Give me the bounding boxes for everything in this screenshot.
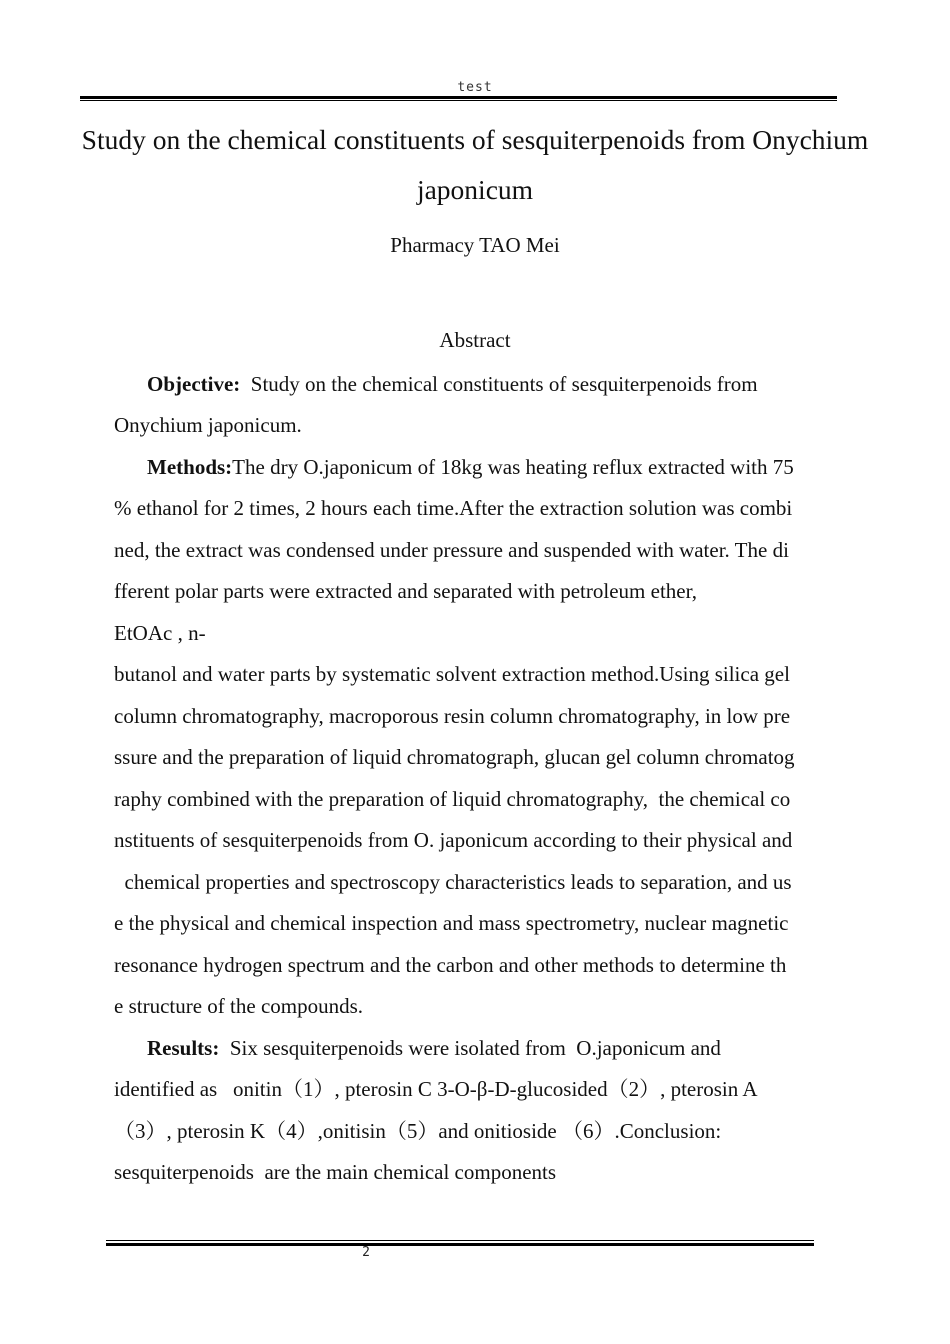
footer-rule-thin xyxy=(106,1240,814,1241)
abstract-heading: Abstract xyxy=(439,328,511,352)
methods-line: raphy combined with the preparation of liquid chromatography, the chemical co xyxy=(114,787,791,811)
objective-text: Study on the chemical constituents of sesquiterpenoids from xyxy=(240,372,758,396)
results-line: （3）, pterosin K（4）,onitisin（5）and onitioside （6）.Conclusion: xyxy=(114,1119,722,1143)
methods-line: column chromatography, macroporous resin column chromatography, in low pre xyxy=(114,704,791,728)
methods-line: ned, the extract was condensed under pressure and suspended with water. The di xyxy=(114,538,789,562)
methods-line xyxy=(147,453,794,481)
page-number: 2 xyxy=(362,1245,370,1260)
objective-label: Objective: xyxy=(147,372,241,396)
methods-line: resonance hydrogen spectrum and the carbon and other methods to determine th xyxy=(114,953,787,977)
results-line: sesquiterpenoids are the main chemical components xyxy=(114,1160,557,1184)
results-text: Six sesquiterpenoids were isolated from O.japonicum and xyxy=(219,1036,721,1060)
methods-line: fferent polar parts were extracted and separated with petroleum ether, xyxy=(114,579,697,603)
methods-line: EtOAc , n- xyxy=(114,621,206,645)
footer-rule-thick xyxy=(106,1243,814,1246)
objective-line xyxy=(147,370,758,398)
author-line: Pharmacy TAO Mei xyxy=(390,233,560,257)
results-label: Results: xyxy=(147,1036,220,1060)
results-line: identified as onitin（1）, pterosin C 3-O-β-D-glucosided（2）, pterosin A xyxy=(114,1077,758,1101)
methods-text: The dry O.japonicum of 18kg was heating reflux extracted with 75 xyxy=(232,455,794,479)
paper-title: Study on the chemical constituents of sesquiterpenoids from Onychium japonicum xyxy=(81,124,869,205)
methods-line: e structure of the compounds. xyxy=(114,994,364,1018)
methods-label: Methods: xyxy=(147,455,233,479)
methods-line: e the physical and chemical inspection and mass spectrometry, nuclear magnetic xyxy=(114,911,789,935)
header-rule-thick xyxy=(80,96,837,99)
results-line xyxy=(147,1034,721,1062)
objective-line-2: Onychium japonicum. xyxy=(114,413,302,437)
page-header-text: test xyxy=(457,80,493,95)
methods-line: nstituents of sesquiterpenoids from O. japonicum according to their physical and xyxy=(114,828,793,852)
header-rule-thin xyxy=(80,100,837,101)
methods-line: butanol and water parts by systematic solvent extraction method.Using silica gel xyxy=(114,662,790,686)
methods-line: % ethanol for 2 times, 2 hours each time.After the extraction solution was combi xyxy=(114,496,793,520)
methods-line: ssure and the preparation of liquid chromatograph, glucan gel column chromatog xyxy=(114,745,795,769)
methods-line: chemical properties and spectroscopy characteristics leads to separation, and us xyxy=(114,870,792,894)
